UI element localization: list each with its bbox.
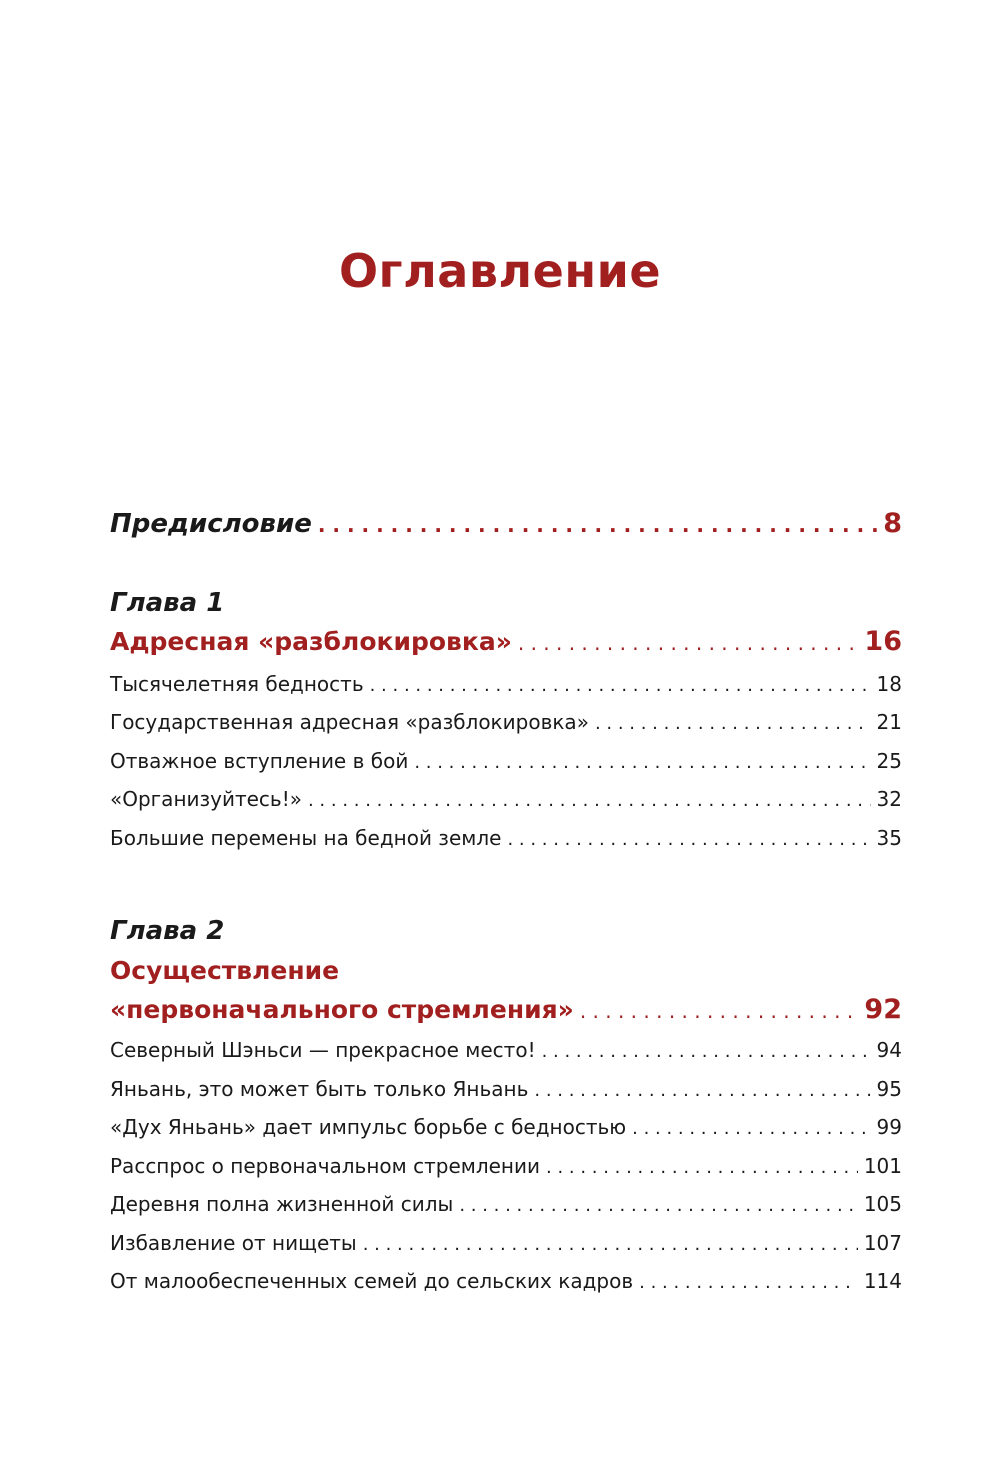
toc-entry-page: 16 (864, 626, 902, 657)
section-page: 99 (876, 1115, 902, 1139)
section-label: Яньань, это может быть только Яньань (110, 1077, 529, 1101)
toc-entry-page: 92 (864, 994, 902, 1025)
section-page: 35 (876, 826, 902, 850)
dot-leader (546, 1157, 858, 1178)
section-label: Деревня полна жизненной силы (110, 1192, 454, 1216)
section-label: Большие перемены на бедной земле (110, 826, 502, 850)
toc-entry-preface[interactable] (110, 508, 902, 539)
toc-entry-section[interactable] (110, 1192, 902, 1216)
toc-entry-section[interactable] (110, 1115, 902, 1139)
toc-entry-section[interactable] (110, 749, 902, 773)
toc-entry-section[interactable] (110, 1077, 902, 1101)
section-page: 25 (876, 749, 902, 773)
section-page: 18 (876, 672, 902, 696)
dot-leader (534, 1080, 870, 1101)
toc-entry-section[interactable] (110, 787, 902, 811)
dot-leader (363, 1234, 858, 1255)
section-label: От малообеспеченных семей до сельских кадров (110, 1269, 634, 1293)
dot-leader (370, 675, 871, 696)
dot-leader (639, 1272, 858, 1293)
toc-entry-chapter-1[interactable] (110, 626, 902, 657)
section-label: Тысячелетняя бедность (110, 672, 364, 696)
chapter-title: Адресная «разблокировка» (110, 627, 512, 656)
section-label: Государственная адресная «разблокировка» (110, 710, 589, 734)
section-page: 94 (876, 1038, 902, 1062)
toc-entry-section[interactable] (110, 1231, 902, 1255)
section-page: 95 (876, 1077, 902, 1101)
dot-leader (518, 631, 859, 655)
dot-leader (632, 1118, 870, 1139)
section-label: «Организуйтесь!» (110, 787, 302, 811)
dot-leader (507, 829, 870, 850)
section-page: 21 (876, 710, 902, 734)
section-page: 114 (863, 1269, 902, 1293)
toc-entry-chapter-2[interactable] (110, 994, 902, 1025)
section-label: «Дух Яньань» дает импульс борьбе с бедностью (110, 1115, 627, 1139)
section-page: 101 (863, 1154, 902, 1178)
section-label: Избавление от нищеты (110, 1231, 357, 1255)
dot-leader (318, 513, 877, 537)
toc-entry-section[interactable] (110, 672, 902, 696)
section-label: Расспрос о первоначальном стремлении (110, 1154, 540, 1178)
chapter-title: «первоначального стремления» (110, 995, 574, 1024)
toc-entry-section[interactable] (110, 826, 902, 850)
chapter-1-label: Глава 1 (110, 588, 225, 618)
dot-leader (595, 713, 871, 734)
chapter-title: Осуществление (110, 956, 340, 985)
dot-leader (414, 752, 870, 773)
section-label: Северный Шэньси — прекрасное место! (110, 1038, 536, 1062)
toc-entry-section[interactable] (110, 1154, 902, 1178)
toc-entry-page: 8 (883, 508, 902, 539)
section-label: Отважное вступление в бой (110, 749, 409, 773)
toc-entry-label: Предисловие (110, 509, 312, 539)
dot-leader (542, 1041, 871, 1062)
toc-entry-section[interactable] (110, 1269, 902, 1293)
page-title: Оглавление (338, 244, 662, 298)
dot-leader (580, 999, 859, 1023)
section-page: 105 (863, 1192, 902, 1216)
dot-leader (308, 790, 871, 811)
section-page: 107 (863, 1231, 902, 1255)
toc-entry-section[interactable] (110, 1038, 902, 1062)
dot-leader (459, 1195, 858, 1216)
chapter-2-label: Глава 2 (110, 916, 225, 946)
toc-entry-section[interactable] (110, 710, 902, 734)
section-page: 32 (876, 787, 902, 811)
